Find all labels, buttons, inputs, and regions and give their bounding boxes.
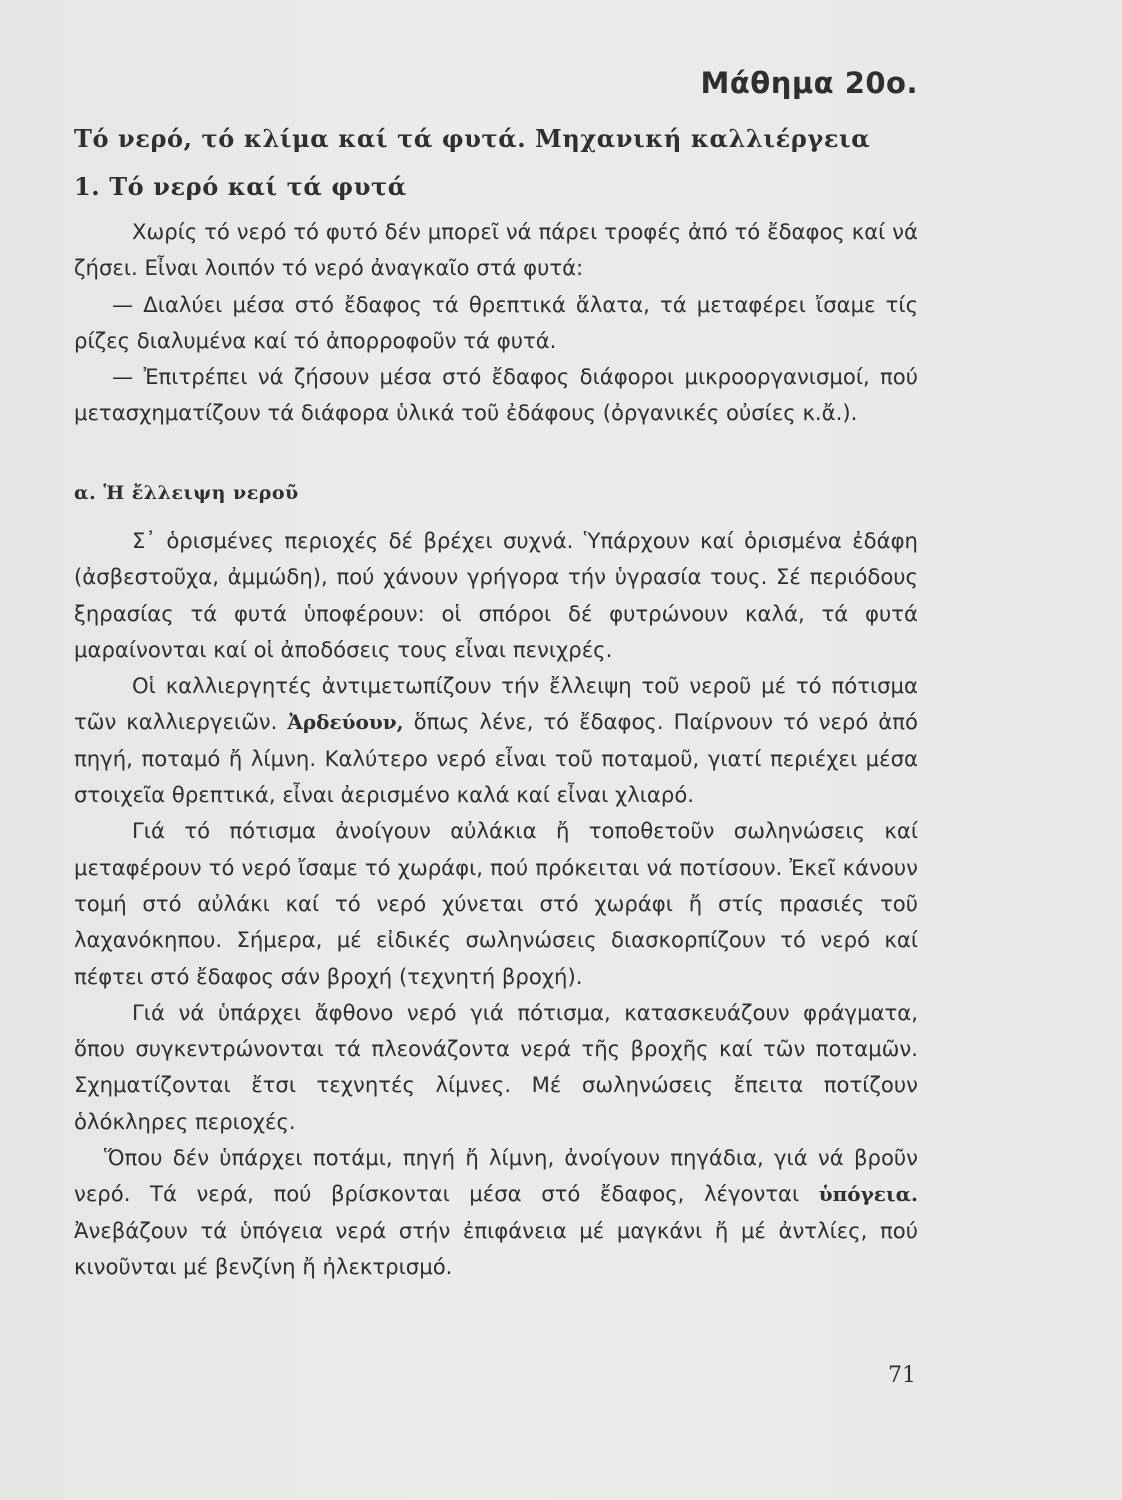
paragraph: Γιά νά ὑπάρχει ἄφθονο νερό γιά πότισμα, κατασκευάζουν φράγματα, ὅπου συγκεντρώνονται τά πλεονάζοντα νερά τῆς βροχῆς καί τῶν ποταμῶν. Σχηματίζονται ἔτσι τεχνητές λίμνες. Μέ σωληνώσεις ἔπειτα ποτίζουν ὁλόκληρες περιοχές.: [74, 999, 918, 1134]
text-span: ὅπως λένε, τό ἔδαφος. Παίρνουν τό νερό ἀπό πηγή, ποταμό ἤ λίμνη. Καλύτερο νερό εἶναι τοῦ ποταμοῦ, γιατί περιέχει μέσα στοιχεῖα θρεπτικά, εἶναι ἀερισμένο καλά καί εἶναι χλιαρό.: [74, 709, 918, 808]
bold-term: Ἀρδεύουν,: [287, 710, 404, 735]
paragraph: Χωρίς τό νερό τό φυτό δέν μπορεῖ νά πάρει τροφές ἀπό τό ἔδαφος καί νά ζήσει. Εἶναι λοιπόν τό νερό ἀναγκαῖο στά φυτά:: [74, 219, 918, 281]
paragraph: [74, 668, 918, 813]
subsection-a-body: [74, 523, 918, 1285]
paragraph: Σ᾽ ὁρισμένες περιοχές δέ βρέχει συχνά. Ὑπάρχουν καί ὁρισμένα ἐδάφη (ἀσβεστοῦχα, ἀμμώδη), πού χάνουν γρήγορα τήν ὑγρασία τους. Σέ περιόδους ξηρασίας τά φυτά ὑποφέρουν: οἱ σπόροι δέ φυτρώνουν καλά, τά φυτά μαραίνονται καί οἱ ἀποδόσεις τους εἶναι πενιχρές.: [74, 528, 918, 662]
paragraph: — Διαλύει μέσα στό ἔδαφος τά θρεπτικά ἅλατα, τά μεταφέρει ἴσαμε τίς ρίζες διαλυμένα καί τό ἀπορροφοῦν τά φυτά.: [74, 291, 918, 353]
paragraph: [74, 1140, 918, 1285]
section-heading: 1. Τό νερό καί τά φυτά: [74, 172, 407, 201]
paragraph: Γιά τό πότισμα ἀνοίγουν αὐλάκια ἤ τοποθετοῦν σωληνώσεις καί μεταφέρουν τό νερό ἴσαμε τό χωράφι, πού πρόκειται νά ποτίσουν. Ἐκεῖ κάνουν τομή στό αὐλάκι καί τό νερό χύνεται στό χωράφι ἤ στίς πρασιές τοῦ λαχανόκηπου. Σήμερα, μέ εἰδικές σωληνώσεις διασκορπίζουν τό νερό καί πέφτει στό ἔδαφος σάν βροχή (τεχνητή βροχή).: [74, 818, 918, 989]
section-1-body: [74, 214, 918, 432]
text-span: Ὅπου δέν ὑπάρχει ποτάμι, πηγή ἤ λίμνη, ἀνοίγουν πηγάδια, γιά νά βροῦν νερό. Τά νερά, πού βρίσκονται μέσα στό ἔδαφος, λέγονται: [74, 1145, 918, 1207]
bold-term: ὑπόγεια.: [818, 1182, 918, 1207]
chapter-title: Τό νερό, τό κλίμα καί τά φυτά. Μηχανική καλλιέργεια: [74, 124, 871, 153]
subsection-heading: α. Ἡ ἔλλειψη νεροῦ: [74, 482, 299, 504]
lesson-number: Μάθημα 20ο.: [700, 66, 918, 100]
text-span: Ἀνεβάζουν τά ὑπόγεια νερά στήν ἐπιφάνεια μέ μαγκάνι ἤ μέ ἀντλίες, πού κινοῦνται μέ βενζίνη ἤ ἠλεκτρισμό.: [74, 1217, 918, 1279]
page-number: 71: [888, 1363, 916, 1388]
text-span: Οἱ καλλιεργητές ἀντιμετωπίζουν τήν ἔλλειψη τοῦ νεροῦ μέ τό πότισμα τῶν καλλιεργειῶν.: [74, 673, 918, 735]
paragraph: — Ἐπιτρέπει νά ζήσουν μέσα στό ἔδαφος διάφοροι μικροοργανισμοί, πού μετασχηματίζουν τά διάφορα ὑλικά τοῦ ἐδάφους (ὀργανικές οὐσίες κ.ἄ.).: [74, 364, 918, 426]
